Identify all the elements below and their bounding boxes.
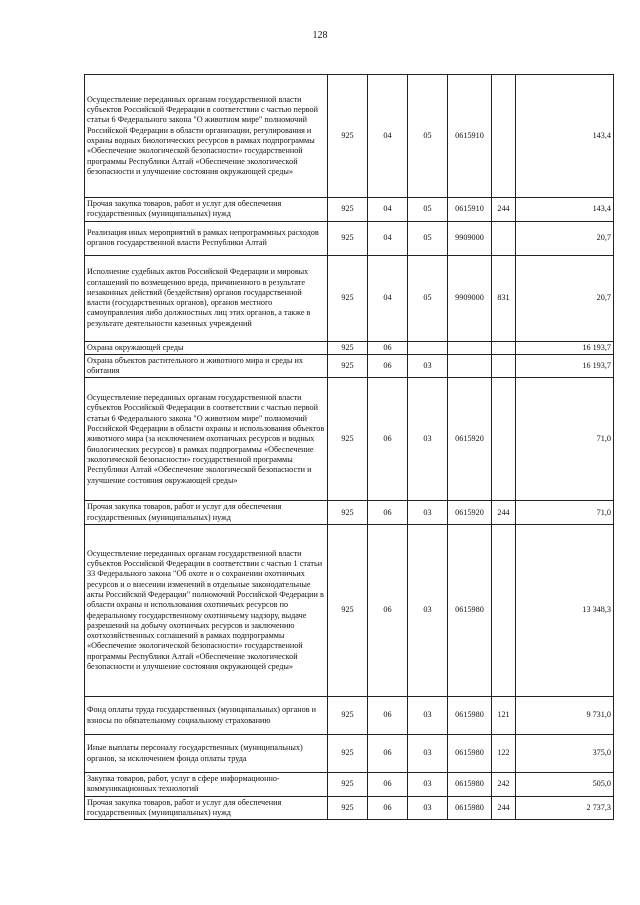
subsection-code: 05 [408,221,448,255]
expense-type-code: 242 [492,773,516,797]
table-row [85,735,614,773]
ministry-code: 925 [328,378,368,501]
table-row [85,354,614,378]
table-row [85,796,614,820]
expense-type-code [492,525,516,697]
table-row [85,75,614,198]
target-item-code: 0615910 [448,198,492,222]
expense-type-code: 831 [492,255,516,341]
expense-type-code [492,221,516,255]
amount: 71,0 [516,501,614,525]
expense-type-code: 244 [492,198,516,222]
expense-type-code [492,341,516,354]
row-description: Иные выплаты персоналу государственных (муниципальных) органов, за исключением фонда оплаты труда [85,735,328,773]
row-description: Осуществление переданных органам государственной власти субъектов Российской Федерации в соответствии с частью первой статьи 6 Федерального закона "О животном мире" полномочий Российской Федерации в области организации, регулирования и охраны водных биологических ресурсов в рамках подпрограммы «Обеспечение экологической безопасности» государственной программы Республики Алтай «Обеспечение экологической безопасности и улучшение состояния окружающей среды» [85,75,328,198]
expense-type-code [492,75,516,198]
row-description: Осуществление переданных органам государственной власти субъектов Российской Федерации в соответствии с частью первой статьи 6 Федерального закона "О животном мире" полномочий Российской Федерации в области охраны и использования объектов животного мира (за исключением охотничьих ресурсов и водных биологических ресурсов) в рамках подпрограммы «Обеспечение экологической безопасности» государственной программы Республики Алтай «Обеспечение экологической безопасности и улучшение состояния окружающей среды» [85,378,328,501]
ministry-code: 925 [328,221,368,255]
budget-table [84,74,614,820]
table-body [85,75,614,820]
target-item-code: 0615910 [448,75,492,198]
amount: 20,7 [516,221,614,255]
section-code: 06 [368,378,408,501]
ministry-code: 925 [328,75,368,198]
section-code: 04 [368,198,408,222]
target-item-code: 0615980 [448,735,492,773]
row-description: Прочая закупка товаров, работ и услуг для обеспечения государственных (муниципальных) нужд [85,501,328,525]
subsection-code: 03 [408,735,448,773]
row-description: Исполнение судебных актов Российской Федерации и мировых соглашений по возмещению вреда, причиненного в результате незаконных действий (бездействия) органов государственной власти (государственных органов), органов местного самоуправления либо должностных лиц этих органов, а также в результате деятельности казенных учреждений [85,255,328,341]
subsection-code: 03 [408,501,448,525]
section-code: 06 [368,735,408,773]
subsection-code: 05 [408,198,448,222]
ministry-code: 925 [328,735,368,773]
table-row [85,378,614,501]
table-row [85,501,614,525]
section-code: 06 [368,773,408,797]
row-description: Охрана объектов растительного и животного мира и среды их обитания [85,354,328,378]
ministry-code: 925 [328,255,368,341]
expense-type-code [492,354,516,378]
row-description: Охрана окружающей среды [85,341,328,354]
table-row [85,525,614,697]
table-row [85,773,614,797]
amount: 16 193,7 [516,341,614,354]
ministry-code: 925 [328,354,368,378]
subsection-code: 03 [408,525,448,697]
target-item-code [448,354,492,378]
expense-type-code [492,378,516,501]
row-description: Прочая закупка товаров, работ и услуг для обеспечения государственных (муниципальных) нужд [85,198,328,222]
amount: 2 737,3 [516,796,614,820]
subsection-code: 03 [408,697,448,735]
expense-type-code: 244 [492,796,516,820]
table-row [85,255,614,341]
row-description: Прочая закупка товаров, работ и услуг для обеспечения государственных (муниципальных) нужд [85,796,328,820]
section-code: 06 [368,501,408,525]
target-item-code: 0615920 [448,378,492,501]
subsection-code: 05 [408,75,448,198]
section-code: 06 [368,354,408,378]
subsection-code: 03 [408,773,448,797]
section-code: 06 [368,525,408,697]
row-description: Реализация иных мероприятий в рамках непрограммных расходов органов государственной власти Республики Алтай [85,221,328,255]
target-item-code: 9909000 [448,221,492,255]
ministry-code: 925 [328,796,368,820]
section-code: 06 [368,697,408,735]
row-description: Закупка товаров, работ, услуг в сфере информационно-коммуникационных технологий [85,773,328,797]
section-code: 04 [368,255,408,341]
target-item-code: 0615920 [448,501,492,525]
ministry-code: 925 [328,697,368,735]
row-description: Осуществление переданных органам государственной власти субъектов Российской Федерации в соответствии с частью 1 статьи 33 Федерального закона "Об охоте и о сохранении охотничьих ресурсов и о внесении изменений в отдельные законодательные акты Российской Федерации" полномочий Российской Федерации в области охраны и использования охотничьих ресурсов по федеральному государственному охотничьему надзору, выдаче разрешений на добычу охотничьих ресурсов и заключению охотхозяйственных соглашений в рамках подпрограммы «Обеспечение экологической безопасности» государственной программы Республики Алтай «Обеспечение экологической безопасности и улучшение состояния окружающей среды» [85,525,328,697]
amount: 375,0 [516,735,614,773]
amount: 505,0 [516,773,614,797]
target-item-code: 0615980 [448,525,492,697]
table-row [85,697,614,735]
table-row [85,341,614,354]
ministry-code: 925 [328,773,368,797]
subsection-code: 03 [408,378,448,501]
page-number: 128 [312,30,328,41]
expense-type-code: 244 [492,501,516,525]
ministry-code: 925 [328,198,368,222]
target-item-code: 9909000 [448,255,492,341]
ministry-code: 925 [328,341,368,354]
section-code: 06 [368,341,408,354]
ministry-code: 925 [328,525,368,697]
amount: 143,4 [516,198,614,222]
subsection-code: 03 [408,796,448,820]
section-code: 04 [368,75,408,198]
amount: 13 348,3 [516,525,614,697]
amount: 143,4 [516,75,614,198]
amount: 20,7 [516,255,614,341]
subsection-code: 05 [408,255,448,341]
target-item-code: 0615980 [448,773,492,797]
amount: 16 193,7 [516,354,614,378]
amount: 9 731,0 [516,697,614,735]
target-item-code: 0615980 [448,796,492,820]
subsection-code [408,341,448,354]
section-code: 04 [368,221,408,255]
target-item-code: 0615980 [448,697,492,735]
row-description: Фонд оплаты труда государственных (муниципальных) органов и взносы по обязательному социальному страхованию [85,697,328,735]
ministry-code: 925 [328,501,368,525]
table-row [85,221,614,255]
subsection-code: 03 [408,354,448,378]
target-item-code [448,341,492,354]
amount: 71,0 [516,378,614,501]
table-row [85,198,614,222]
expense-type-code: 122 [492,735,516,773]
expense-type-code: 121 [492,697,516,735]
section-code: 06 [368,796,408,820]
